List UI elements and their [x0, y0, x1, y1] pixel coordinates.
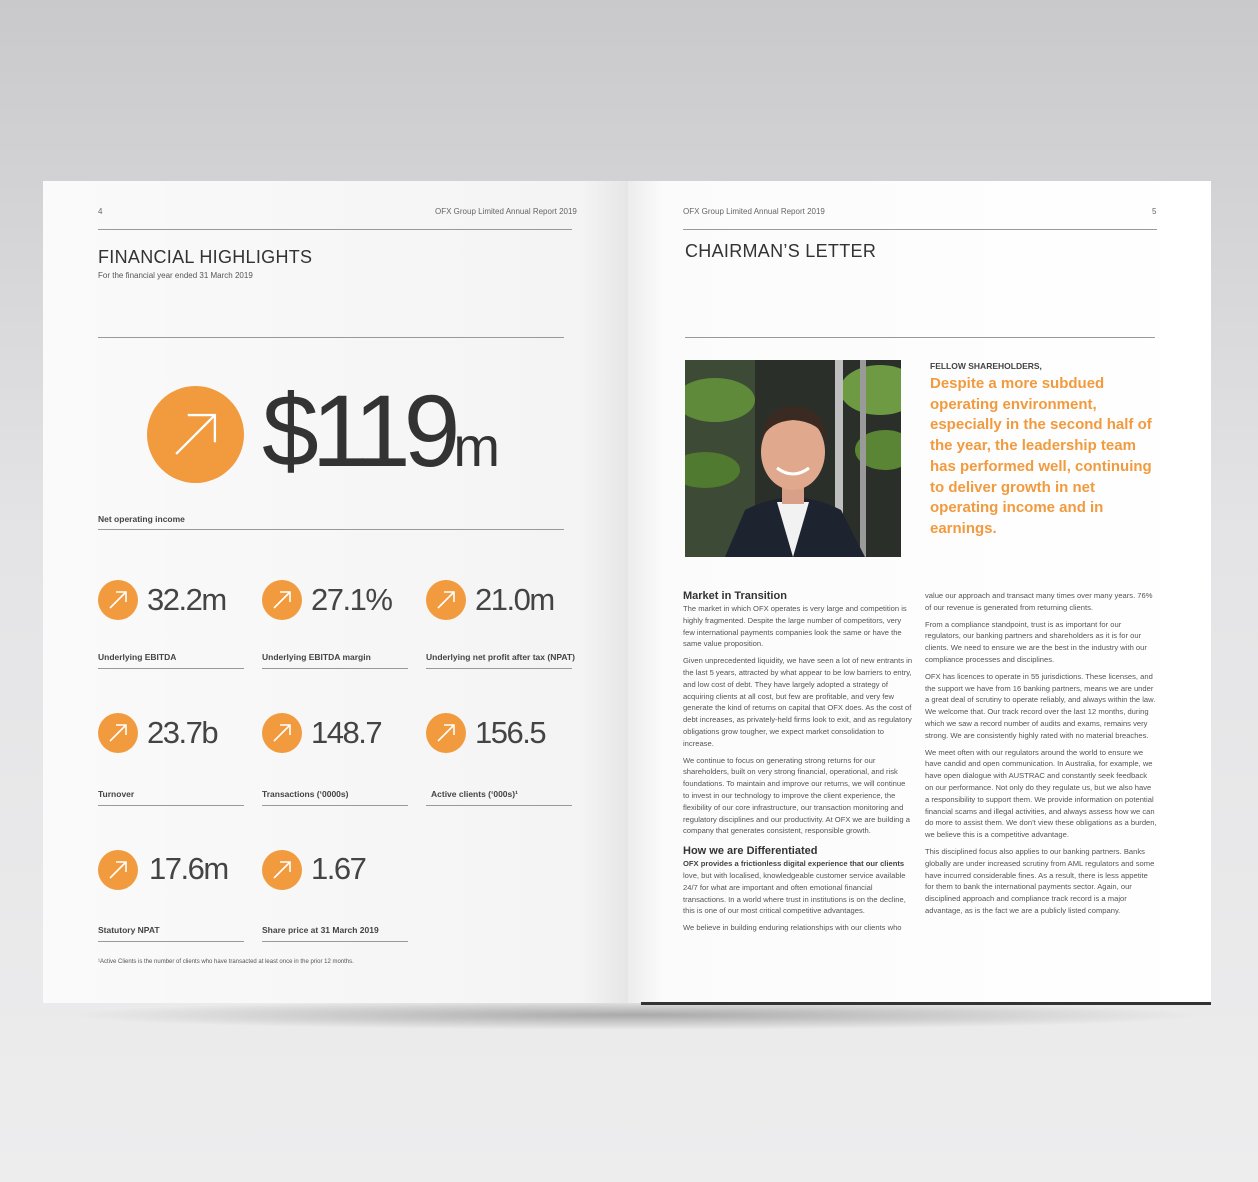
- letter-title: CHAIRMAN’S LETTER: [685, 241, 877, 261]
- body-paragraph: Given unprecedented liquidity, we have seen a lot of new entrants in the last 5 years, attracted by what appear to be low barriers to entry, and low cost of debt. They have largely adopted a strategy of acquiring clients at all cost, but few are profitable, and very few generate the kind of returns on capital that OFX does. As the cost of debt increases, as privately-held firms look to exit, and as regulatory obligations grow tougher, we expect market consolidation to increase.: [683, 656, 913, 748]
- metric-label: Underlying EBITDA margin: [262, 652, 371, 662]
- arrow-up-right-icon: [262, 580, 302, 620]
- hero-value-unit: m: [453, 415, 500, 478]
- body-paragraph: This disciplined focus also applies to our banking partners. Banks globally are under increased scrutiny from AML regulators and some have incurred considerable fines. As a result, there is less appetite for them to bank the international payments sector. Again, our disciplined approach and compliance track record is a major advantage, as is the fact we are a publicly listed company.: [925, 846, 1155, 915]
- metric-value: 1.67: [311, 851, 366, 886]
- right-page-number: 5: [1152, 207, 1157, 216]
- arrow-up-right-icon: [426, 580, 466, 620]
- body-paragraph: OFX has licences to operate in 55 jurisdictions. These licenses, and the support we have from 16 banking partners, means we are under a great deal of scrutiny to operate reliably, and always within the law. We welcome that. Our track record over the last 12 months, during which we saw a record number of audits and exams, remains very strong. We are consistently highly rated with no material breaches.: [925, 671, 1156, 740]
- metric-value: 23.7b: [147, 715, 218, 750]
- chairman-portrait-image: [685, 360, 901, 557]
- left-page-number: 4: [98, 207, 103, 216]
- arrow-up-right-icon: [98, 580, 138, 620]
- metric-rule: [426, 668, 572, 669]
- letter-title-rule: [685, 337, 1155, 338]
- hero-rule: [98, 529, 564, 530]
- paragraph-lead: OFX provides a frictionless digital experience that our clients: [683, 859, 905, 869]
- paragraph-text: love, but with localised, knowledgeable customer service available 24/7 for what are important and often emotional financial transactions. In a world where trust in institutions is on the decline, this is one of our most critical competitive advantages.: [683, 870, 906, 916]
- footnote: ¹Active Clients is the number of clients who have transacted at least once in the prior 12 months.: [98, 959, 354, 965]
- metric-value: 148.7: [311, 715, 382, 750]
- letter-column-1: [683, 590, 913, 939]
- body-paragraph: We believe in building enduring relationships with our clients who: [683, 923, 902, 933]
- body-paragraph: We meet often with our regulators around the world to ensure we have candid and open communication. In Australia, for example, we have open dialogue with AUSTRAC and constantly seek feedback on our performance. Not only do they regulate us, but we also have a responsibility to support them. We provide information on potential financial scams and illegal activities, and always assess how we can do more to assist them. We don’t view these obligations as a burden, we believe this is a competitive advantage.: [925, 747, 1157, 840]
- metric-label: Turnover: [98, 789, 135, 799]
- metric-value: 27.1%: [311, 582, 392, 617]
- metric-value: 156.5: [475, 715, 546, 750]
- arrow-up-right-icon: [147, 386, 244, 483]
- arrow-up-right-icon: [98, 850, 138, 890]
- metric-label: Share price at 31 March 2019: [262, 925, 379, 935]
- body-paragraph: [683, 858, 913, 917]
- metric-rule: [426, 805, 572, 806]
- hero-value-number: $119: [262, 374, 454, 488]
- page-title: FINANCIAL HIGHLIGHTS: [98, 247, 313, 267]
- metric-rule: [98, 941, 244, 942]
- title-rule: [98, 337, 564, 338]
- arrow-up-right-icon: [262, 850, 302, 890]
- metric-label: Active clients (‘000s)¹: [431, 789, 518, 799]
- body-paragraph: We continue to focus on generating strong returns for our shareholders, built on very strong financial, operational, and risk foundations. To maintain and improve our returns, we will continue to invest in our technology to improve the client experience, the flexibility of our core infrastructure, our transaction monitoring and regulatory disciplines and our productivity. At OFX we are building a company that generates consistent, responsible growth.: [683, 755, 910, 836]
- metric-rule: [262, 805, 408, 806]
- metric-rule: [262, 668, 408, 669]
- metric-label: Transactions (‘0000s): [262, 789, 349, 799]
- metric-label: Statutory NPAT: [98, 925, 160, 935]
- letter-column-2: [925, 590, 1157, 922]
- metric-label: Underlying net profit after tax (NPAT): [426, 652, 575, 662]
- chairman-photo: [685, 360, 901, 557]
- left-running-header: OFX Group Limited Annual Report 2019: [435, 207, 577, 216]
- page-subtitle: For the financial year ended 31 March 2019: [98, 271, 253, 280]
- pull-quote: Despite a more subdued operating environment, especially in the second half of the year, the leadership team has performed well, continuing to deliver growth in net operating income and in earnings.: [930, 375, 1152, 537]
- hero-label: Net operating income: [98, 514, 185, 524]
- metric-value: 21.0m: [475, 582, 554, 617]
- metric-value: 32.2m: [147, 582, 226, 617]
- metric-rule: [98, 668, 244, 669]
- hero-value: [262, 371, 500, 507]
- metric-label: Underlying EBITDA: [98, 652, 177, 662]
- right-running-header: OFX Group Limited Annual Report 2019: [683, 207, 825, 216]
- salutation: FELLOW SHAREHOLDERS,: [930, 361, 1042, 371]
- section-heading: How we are Differentiated: [683, 845, 818, 858]
- body-paragraph: The market in which OFX operates is very large and competition is highly fragmented. Despite the large number of competitors, very few international payments companies look the same or have the same value proposition.: [683, 604, 907, 649]
- metric-rule: [98, 805, 244, 806]
- arrow-up-right-icon: [98, 713, 138, 753]
- metric-value: 17.6m: [149, 851, 228, 886]
- metric-rule: [262, 941, 408, 942]
- body-paragraph: value our approach and transact many times over many years. 76% of our revenue is generated from returning clients.: [925, 591, 1153, 612]
- arrow-up-right-icon: [262, 713, 302, 753]
- right-header-rule: [683, 229, 1157, 230]
- section-heading: Market in Transition: [683, 590, 787, 602]
- page-edge: [641, 1002, 1211, 1005]
- body-paragraph: From a compliance standpoint, trust is as important for our regulators, our banking partners and shareholders as it is for our clients. We need to ensure we are the best in the industry with our compliance processes and disciplines.: [925, 619, 1147, 664]
- arrow-up-right-icon: [426, 713, 466, 753]
- left-header-rule: [98, 229, 572, 230]
